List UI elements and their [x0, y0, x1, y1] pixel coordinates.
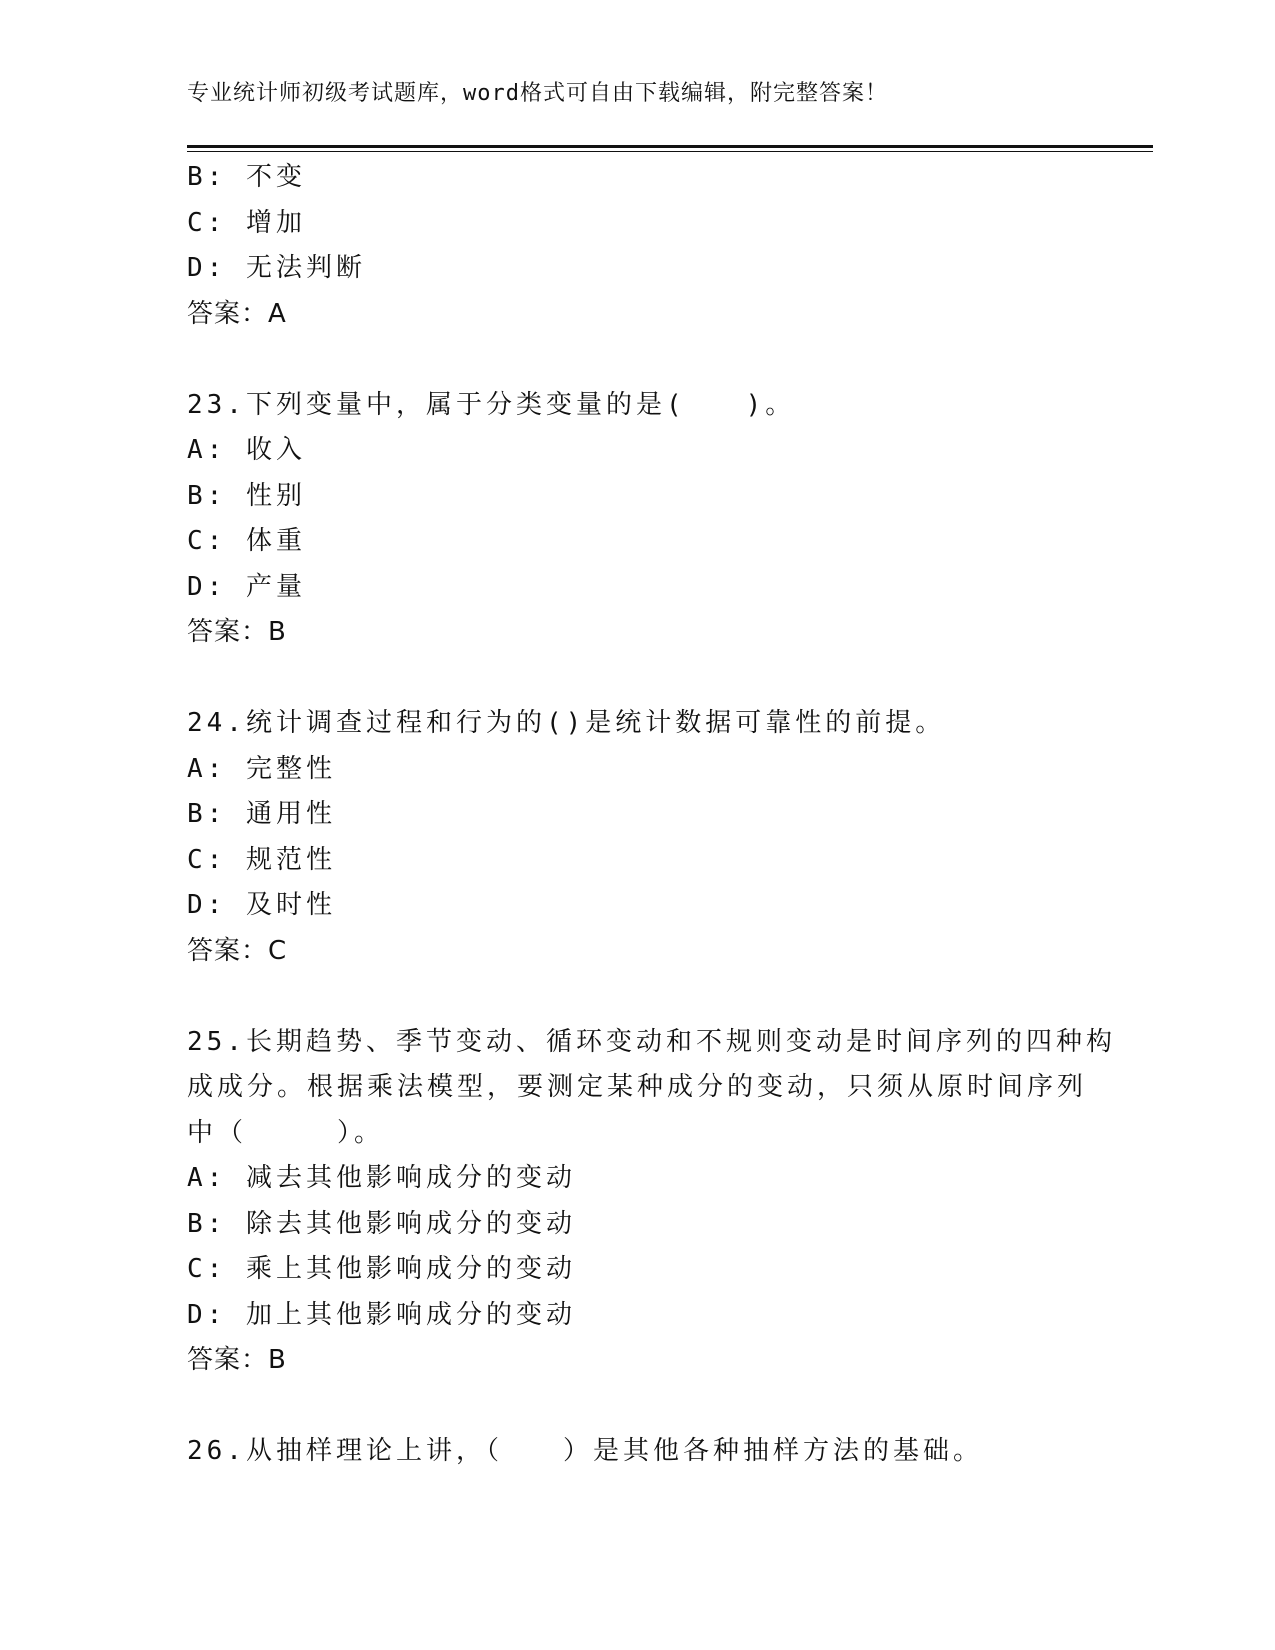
- question-text-line-2: 成成分。根据乘法模型，要测定某种成分的变动，只须从原时间序列: [187, 1072, 1088, 1102]
- option-d: D: 加上其他影响成分的变动: [187, 1299, 576, 1330]
- option-d: D: 产量: [187, 571, 306, 602]
- spacer: [187, 337, 1087, 383]
- question-22: [187, 155, 1087, 337]
- answer-line: 答案：C: [187, 935, 288, 966]
- option-b: B: 性别: [187, 480, 306, 511]
- option-c: C: 体重: [187, 526, 306, 556]
- option-d: D: 及时性: [187, 890, 336, 920]
- spacer: [187, 974, 1087, 1020]
- answer-line: 答案：B: [187, 617, 287, 647]
- option-c: C: 乘上其他影响成分的变动: [187, 1254, 576, 1284]
- spacer: [187, 1384, 1087, 1430]
- question-text-line-3: 中（ ）。: [187, 1117, 385, 1148]
- option-b: B: 通用性: [187, 799, 336, 829]
- option-b: B: 不变: [187, 162, 306, 192]
- question-text: 23.下列变量中，属于分类变量的是( )。: [187, 389, 796, 420]
- question-24: [187, 701, 1087, 974]
- question-25: [187, 1020, 1116, 1384]
- option-a: A: 收入: [187, 435, 306, 465]
- question-26: [187, 1429, 1087, 1475]
- question-list: [187, 155, 1116, 1475]
- question-text: 26.从抽样理论上讲，（ ）是其他各种抽样方法的基础。: [187, 1436, 983, 1466]
- option-c: C: 增加: [187, 207, 306, 238]
- option-d: D: 无法判断: [187, 253, 366, 283]
- page-header: 专业统计师初级考试题库，word格式可自由下载编辑，附完整答案！: [187, 81, 888, 106]
- question-23: [187, 383, 1087, 656]
- answer-line: 答案：B: [187, 1345, 287, 1375]
- option-a: A: 完整性: [187, 753, 336, 784]
- spacer: [187, 656, 1087, 702]
- option-a: A: 减去其他影响成分的变动: [187, 1163, 576, 1193]
- answer-line: 答案：A: [187, 298, 287, 329]
- question-text: 24.统计调查过程和行为的()是统计数据可靠性的前提。: [187, 708, 946, 738]
- header-divider-thick: [187, 145, 1153, 148]
- option-c: C: 规范性: [187, 844, 336, 875]
- question-text-line-1: 25.长期趋势、季节变动、循环变动和不规则变动是时间序列的四种构: [187, 1026, 1116, 1057]
- option-b: B: 除去其他影响成分的变动: [187, 1208, 576, 1239]
- header-divider-thin: [187, 151, 1153, 152]
